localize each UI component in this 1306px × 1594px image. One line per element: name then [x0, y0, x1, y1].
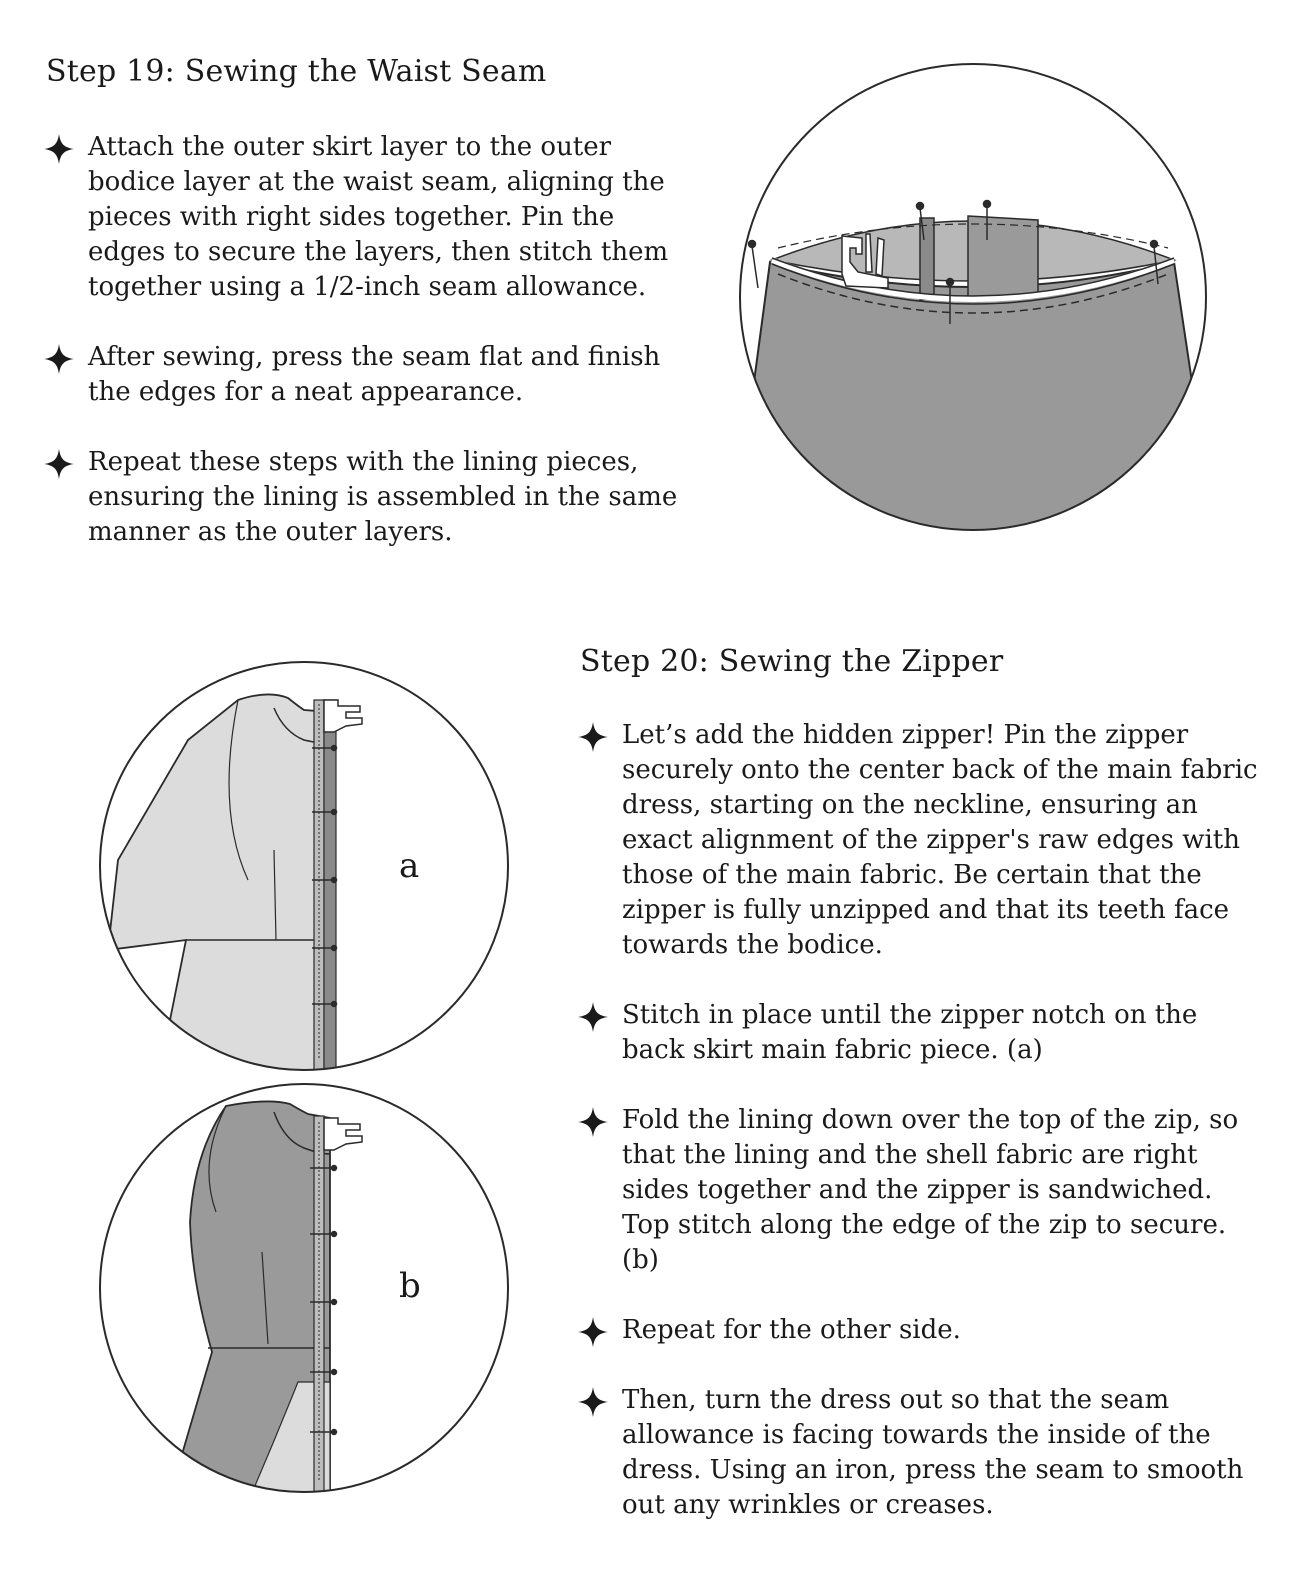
step20-bullet-2-text: Stitch in place until the zipper notch on the back skirt main fabric piece. (a) [622, 1000, 1198, 1065]
zipper-illustration-b [98, 1082, 510, 1494]
step20-bullet-3-text: Fold the lining down over the top of the zip, so that the lining and the shell fabric are right sides together and the zipper is sandwiched. Top stitch along the edge of the zip to secure. (b) [622, 1105, 1239, 1275]
step19-bullet-2-text: After sewing, press the seam flat and finish the edges for a neat appearance. [88, 342, 661, 407]
step19-bullet-1 [44, 130, 684, 305]
step19-bullet-2 [44, 340, 684, 410]
zipper-illustration-a [98, 660, 510, 1072]
step20-instructions [578, 718, 1258, 1523]
four-point-star-icon [578, 722, 608, 752]
step20-bullet-1-text: Let’s add the hidden zipper! Pin the zipper securely onto the center back of the main fabric dress, starting on the neckline, ensuring an exact alignment of the zipper's raw edges with those of the main fabric. Be certain that the zipper is fully unzipped and that its teeth face towards the bodice. [622, 720, 1258, 960]
step20-title: Step 20: Sewing the Zipper [580, 644, 1004, 679]
step19-bullet-1-text: Attach the outer skirt layer to the outer bodice layer at the waist seam, aligning the pieces with right sides together. Pin the edges to secure the layers, then stitch them together using a 1/2-inch seam allowance. [88, 132, 669, 302]
step19-instructions [44, 130, 684, 550]
step19-bullet-3 [44, 445, 684, 550]
step19-bullet-3-text: Repeat these steps with the lining pieces, ensuring the lining is assembled in the same manner as the outer layers. [88, 447, 678, 547]
step20-bullet-5 [578, 1383, 1258, 1523]
step19-title: Step 19: Sewing the Waist Seam [46, 54, 547, 89]
step20-bullet-2 [578, 998, 1258, 1068]
step20-bullet-3 [578, 1103, 1258, 1278]
step20-bullet-5-text: Then, turn the dress out so that the seam allowance is facing towards the inside of the dress. Using an iron, press the seam to smooth out any wrinkles or creases. [622, 1385, 1244, 1520]
step20-bullet-4-text: Repeat for the other side. [622, 1315, 961, 1345]
four-point-star-icon [578, 1002, 608, 1032]
four-point-star-icon [44, 134, 74, 164]
figure-label-b: b [399, 1266, 421, 1306]
four-point-star-icon [578, 1317, 608, 1347]
four-point-star-icon [44, 449, 74, 479]
step20-bullet-1 [578, 718, 1258, 963]
four-point-star-icon [578, 1387, 608, 1417]
figure-label-a: a [399, 846, 420, 886]
step20-bullet-4 [578, 1313, 1258, 1348]
four-point-star-icon [578, 1107, 608, 1137]
waist-seam-illustration [738, 62, 1208, 532]
four-point-star-icon [44, 344, 74, 374]
